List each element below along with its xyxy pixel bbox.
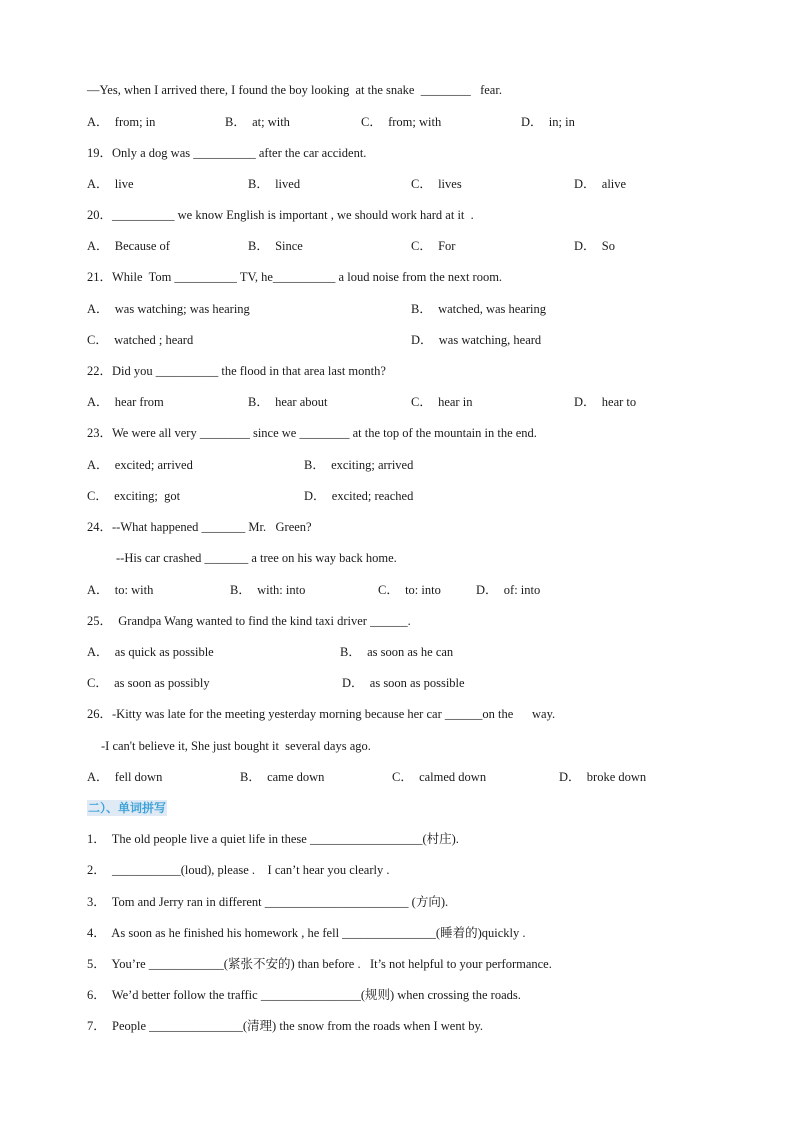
- answer-option: D． in; in: [521, 115, 575, 129]
- question-text: 20．__________ we know English is important , we should work hard at it .: [87, 208, 474, 222]
- question-text: 25． Grandpa Wang wanted to find the kind taxi driver ______.: [87, 614, 411, 628]
- question-text: 6． We’d better follow the traffic ________________(规则) when crossing the roads.: [87, 988, 521, 1002]
- answer-option: A． Because of: [87, 239, 170, 253]
- answer-option: D． was watching, heard: [411, 333, 542, 347]
- answer-option: B． Since: [248, 239, 303, 253]
- question-text: 4． As soon as he finished his homework , he fell _______________(睡着的)quickly .: [87, 926, 526, 940]
- question-text: 1． The old people live a quiet life in these __________________(村庄).: [87, 832, 459, 846]
- answer-option: A． to: with: [87, 583, 154, 597]
- question-text: 22．Did you __________ the flood in that area last month?: [87, 364, 386, 378]
- question-text: 19．Only a dog was __________ after the car accident.: [87, 146, 367, 160]
- question-text: 21．While Tom __________ TV, he__________ a loud noise from the next room.: [87, 270, 503, 284]
- answer-option: D． as soon as possible: [342, 676, 465, 690]
- answer-option: A． from; in: [87, 115, 156, 129]
- answer-option: D． alive: [574, 177, 627, 191]
- answer-option: B． exciting; arrived: [304, 458, 414, 472]
- answer-option: A． was watching; was hearing: [87, 302, 250, 316]
- answer-option: A． hear from: [87, 395, 164, 409]
- section-heading: 二）、单词拼写: [88, 801, 167, 815]
- question-text: 24．--What happened _______ Mr. Green?: [87, 520, 312, 534]
- question-text: 3． Tom and Jerry ran in different _______________________ (方向).: [87, 895, 449, 909]
- answer-option: B． with: into: [230, 583, 306, 597]
- answer-option: D． hear to: [574, 395, 637, 409]
- answer-option: C． exciting; got: [87, 489, 181, 503]
- answer-option: C． calmed down: [392, 770, 487, 784]
- answer-option: A． live: [87, 177, 134, 191]
- question-text: --His car crashed _______ a tree on his way back home.: [116, 551, 397, 565]
- answer-option: C． hear in: [411, 395, 473, 409]
- question-text: -I can't believe it, She just bought it several days ago.: [101, 739, 371, 753]
- answer-option: B． came down: [240, 770, 325, 784]
- answer-option: C． as soon as possibly: [87, 676, 210, 690]
- answer-option: D． broke down: [559, 770, 647, 784]
- answer-option: A． as quick as possible: [87, 645, 214, 659]
- question-text: 5． You’re ____________(紧张不安的) than before . It’s not helpful to your performance.: [87, 957, 552, 971]
- answer-option: A． excited; arrived: [87, 458, 193, 472]
- answer-option: D． of: into: [476, 583, 541, 597]
- question-text: —Yes, when I arrived there, I found the boy looking at the snake ________ fear.: [87, 83, 502, 97]
- answer-option: D． excited; reached: [304, 489, 414, 503]
- question-text: 23．We were all very ________ since we ________ at the top of the mountain in the end.: [87, 426, 537, 440]
- question-text: 2． ___________(loud), please . I can’t hear you clearly .: [87, 863, 390, 877]
- answer-option: C． to: into: [378, 583, 441, 597]
- question-text: 26．-Kitty was late for the meeting yesterday morning because her car ______on the way.: [87, 707, 556, 721]
- answer-option: C． For: [411, 239, 456, 253]
- answer-option: C． lives: [411, 177, 462, 191]
- answer-option: B． as soon as he can: [340, 645, 454, 659]
- answer-option: B． lived: [248, 177, 301, 191]
- answer-option: A． fell down: [87, 770, 163, 784]
- answer-option: D． So: [574, 239, 615, 253]
- answer-option: B． watched, was hearing: [411, 302, 547, 316]
- answer-option: C． watched ; heard: [87, 333, 194, 347]
- answer-option: B． at; with: [225, 115, 290, 129]
- answer-option: C． from; with: [361, 115, 442, 129]
- question-text: 7． People _______________(清理) the snow from the roads when I went by.: [87, 1019, 484, 1033]
- answer-option: B． hear about: [248, 395, 328, 409]
